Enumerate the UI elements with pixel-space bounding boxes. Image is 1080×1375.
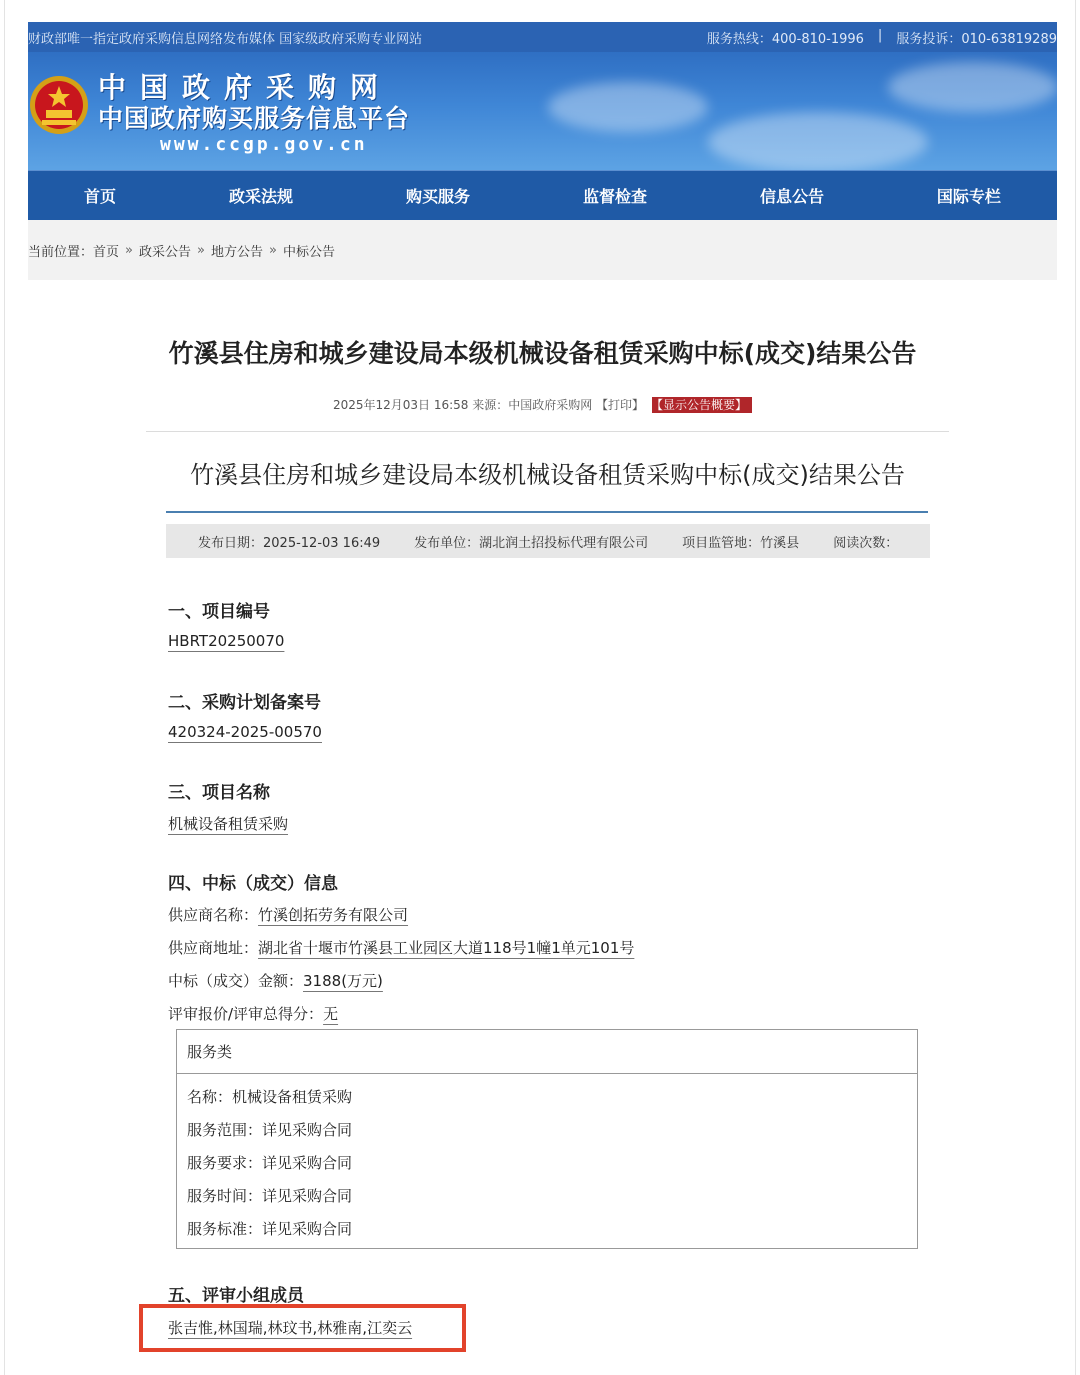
top-slogan: 财政部唯一指定政府采购信息网络发布媒体 国家级政府采购专业网站 [28, 31, 423, 47]
notice-title: 竹溪县住房和城乡建设局本级机械设备租赁采购中标(成交)结果公告 [190, 461, 905, 489]
supplier-address: 湖北省十堰市竹溪县工业园区大道118号1幢1单元101号 [258, 939, 635, 957]
project-number: HBRT20250070 [168, 632, 285, 650]
breadcrumb-sep: » [269, 242, 277, 258]
article-meta [28, 396, 1057, 413]
section-title: 五、评审小组成员 [168, 1286, 304, 1306]
top-contacts [707, 28, 1057, 47]
breadcrumb-prefix: 当前位置： [28, 244, 94, 260]
service-row: 服务要求：详见采购合同 [187, 1154, 353, 1172]
breadcrumb-sep: » [197, 242, 205, 258]
site-brand[interactable] [98, 72, 410, 156]
main-nav [28, 170, 1057, 220]
title-underline [166, 511, 928, 513]
nav-international[interactable]: 国际专栏 [936, 187, 1001, 206]
service-row: 名称：机械设备租赁采购 [187, 1088, 353, 1106]
review-score: 无 [323, 1005, 339, 1023]
section-value [168, 813, 288, 834]
meta-text: 2025年12月03日 16:58 来源：中国政府采购网 【打印】 [332, 398, 645, 412]
notice-info-bar [166, 524, 930, 558]
nav-home[interactable]: 首页 [84, 187, 117, 206]
supplier-row [168, 904, 408, 925]
section-value [168, 632, 284, 650]
national-emblem-icon [28, 74, 90, 136]
brand-subtitle: 中国政府购买服务信息平台 [98, 104, 411, 133]
section-title: 二、采购计划备案号 [168, 693, 321, 713]
breadcrumb-sep: » [125, 242, 133, 258]
plan-record-number: 420324-2025-00570 [168, 723, 322, 741]
supervision-region: 项目监管地：竹溪县 [682, 535, 800, 551]
nav-services[interactable]: 购买服务 [405, 187, 470, 206]
section-title: 四、中标（成交）信息 [168, 874, 338, 894]
cloud-decoration [708, 112, 928, 170]
project-name: 机械设备租赁采购 [168, 815, 289, 833]
field-label: 评审报价/评审总得分： [168, 1005, 324, 1023]
breadcrumb-item[interactable]: 政采公告 [139, 244, 192, 260]
brand-url: www.ccgp.gov.cn [160, 134, 368, 155]
supplier-name: 竹溪创拓劳务有限公司 [258, 906, 409, 924]
score-row [168, 1003, 338, 1024]
complaint-text: 服务投诉：010-63819289 [896, 31, 1057, 47]
cloud-decoration [548, 82, 708, 132]
read-count: 阅读次数： [833, 535, 899, 551]
service-row: 服务标准：详见采购合同 [187, 1220, 353, 1238]
divider [146, 431, 949, 432]
publisher: 发布单位：湖北润土招投标代理有限公司 [414, 535, 649, 551]
nav-announcements[interactable]: 信息公告 [759, 187, 824, 206]
breadcrumb [28, 220, 1057, 280]
nav-supervision[interactable]: 监督检查 [582, 187, 647, 206]
brand-title: 中国政府采购网 [98, 71, 393, 104]
publish-date: 发布日期：2025-12-03 16:49 [198, 535, 381, 551]
highlight-box [139, 1304, 466, 1352]
address-row [168, 937, 634, 958]
service-table-header: 服务类 [177, 1030, 917, 1074]
service-table [176, 1029, 918, 1249]
page-title: 竹溪县住房和城乡建设局本级机械设备租赁采购中标(成交)结果公告 [168, 339, 917, 368]
top-bar [28, 22, 1057, 52]
field-label: 供应商名称： [168, 906, 259, 924]
nav-regulations[interactable]: 政采法规 [228, 187, 293, 206]
field-label: 中标（成交）金额： [168, 972, 304, 990]
section-value [168, 723, 322, 741]
review-panel-members: 张吉惟,林国瑞,林玟书,林雅南,江奕云 [168, 1319, 413, 1337]
cloud-decoration [888, 62, 1057, 112]
amount-row [168, 970, 383, 991]
bid-amount: 3188(万元) [303, 972, 383, 990]
contact-divider: | [877, 27, 883, 43]
show-summary-button[interactable]: 【显示公告概要】 [652, 397, 752, 413]
breadcrumb-item[interactable]: 首页 [93, 244, 120, 260]
breadcrumb-item[interactable]: 中标公告 [282, 244, 335, 260]
hotline-text: 服务热线：400-810-1996 [706, 31, 864, 47]
section-title: 一、项目编号 [168, 602, 270, 622]
service-row: 服务范围：详见采购合同 [187, 1121, 353, 1139]
service-row: 服务时间：详见采购合同 [187, 1187, 353, 1205]
breadcrumb-item[interactable]: 地方公告 [210, 244, 263, 260]
site-banner [28, 52, 1057, 170]
field-label: 供应商地址： [168, 939, 259, 957]
site-header [28, 22, 1057, 280]
section-title: 三、项目名称 [168, 783, 270, 803]
